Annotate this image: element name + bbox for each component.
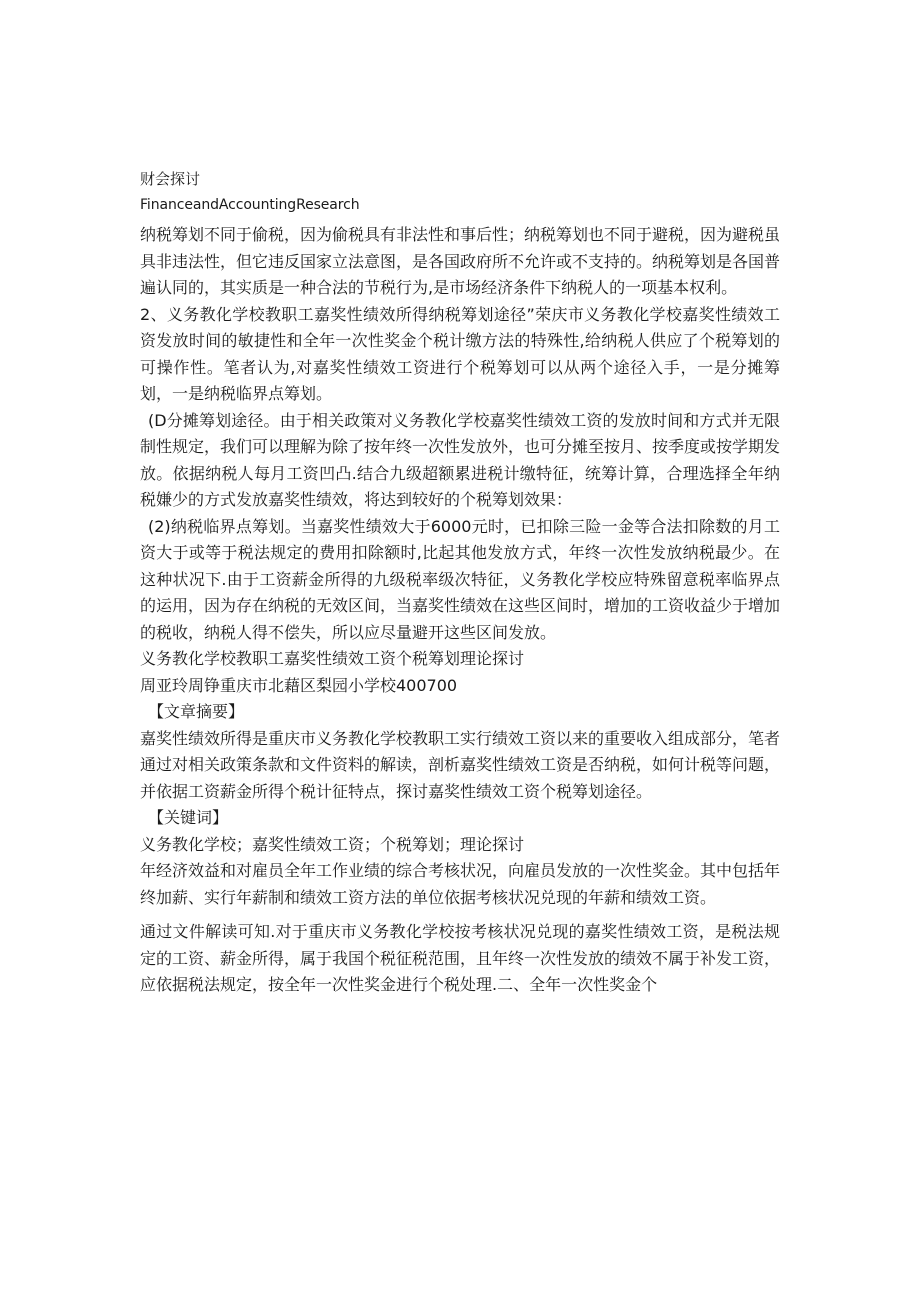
section-header-cn: 财会探讨 [140, 170, 201, 188]
paragraph-annual-bonus: 年经济效益和对雇员全年工作业绩的综合考核状况，向雇员发放的一次性奖金。其中包括年终加薪、实行年薪制和绩效工资方法的单位依据考核状况兑现的年薪和绩效工资。 [140, 861, 781, 907]
paragraph-apportion-planning: (D分摊筹划途径。由于相关政策对义务教化学校嘉奖性绩效工资的发放时间和方式并无限制性规定，我们可以理解为除了按年终一次性发放外，也可分摊至按月、按季度或按学期发放。依据纳税人每月工资凹凸.结合九级超额累进税计缴特征，统筹计算，合理选择全年纳税嫌少的方式发放嘉奖性绩效，将达到较好的个税筹划效果： [140, 410, 781, 509]
abstract-text: 嘉奖性绩效所得是重庆市义务教化学校教职工实行绩效工资以来的重要收入组成部分，笔者通过对相关政策条款和文件资料的解读，剖析嘉奖性绩效工资是否纳税，如何计税等问题，并依据工资薪金所得个税计征特点，探讨嘉奖性绩效工资个税筹划途径。 [140, 728, 781, 801]
abstract-label: 【文章摘要】 [148, 702, 245, 721]
keywords-text: 义务教化学校；嘉奖性绩效工资；个税筹划；理论探讨 [140, 834, 525, 854]
paragraph-tax-planning-definition: 纳税筹划不同于偷税，因为偷税具有非法性和事后性；纳税筹划也不同于避税，因为避税虽具非违法性，但它违反国家立法意图，是各国政府所不允许或不支持的。纳税筹划是各国普遍认同的，其实质是一种合法的节税行为,是市场经济条件下纳税人的一项基本权利。 [140, 225, 781, 297]
article-title: 义务教化学校教职工嘉奖性绩效工资个税筹划理论探讨 [140, 649, 525, 668]
paragraph-threshold-planning: (2)纳税临界点筹划。当嘉奖性绩效大于6000元时，已扣除三险一金等合法扣除数的月工资大于或等于税法规定的费用扣除额时,比起其他发放方式，年终一次性发放纳税最少。在这种状况下.由于工资薪金所得的九级税率级次特征，义务教化学校应特殊留意税率临界点的运用，因为存在纳税的无效区间，当嘉奖性绩效在这些区间时，增加的工资收益少于增加的税收，纳税人得不偿失，所以应尽量避开这些区间发放。 [140, 516, 781, 642]
author-line: 周亚玲周铮重庆市北藉区梨园小学校400700 [140, 675, 458, 695]
document-page [140, 168, 780, 999]
paragraph-planning-approaches: 2、义务教化学校教职工嘉奖性绩效所得纳税筹划途径”荣庆市义务教化学校嘉奖性绩效工资发放时间的敏捷性和全年一次性奖金个税计缴方法的特殊性,给纳税人供应了个税筹划的可操作性。笔者认为,对嘉奖性绩效工资进行个税筹划可以从两个途径入手，一是分摊筹划，一是纳税临界点筹划。 [140, 304, 780, 403]
keywords-label: 【关键词】 [148, 808, 229, 827]
paragraph-gap [140, 911, 780, 919]
section-header-en: FinanceandAccountingResearch [140, 197, 360, 213]
paragraph-document-interpretation: 通过文件解读可知.对于重庆市义务教化学校按考核状况兑现的嘉奖性绩效工资，是税法规定的工资、薪金所得，属于我国个税征税范围，且年终一次性发放的绩效不属于补发工资，应依据税法规定，按全年一次性奖金进行个税处理.二、全年一次性奖金个 [140, 922, 781, 994]
